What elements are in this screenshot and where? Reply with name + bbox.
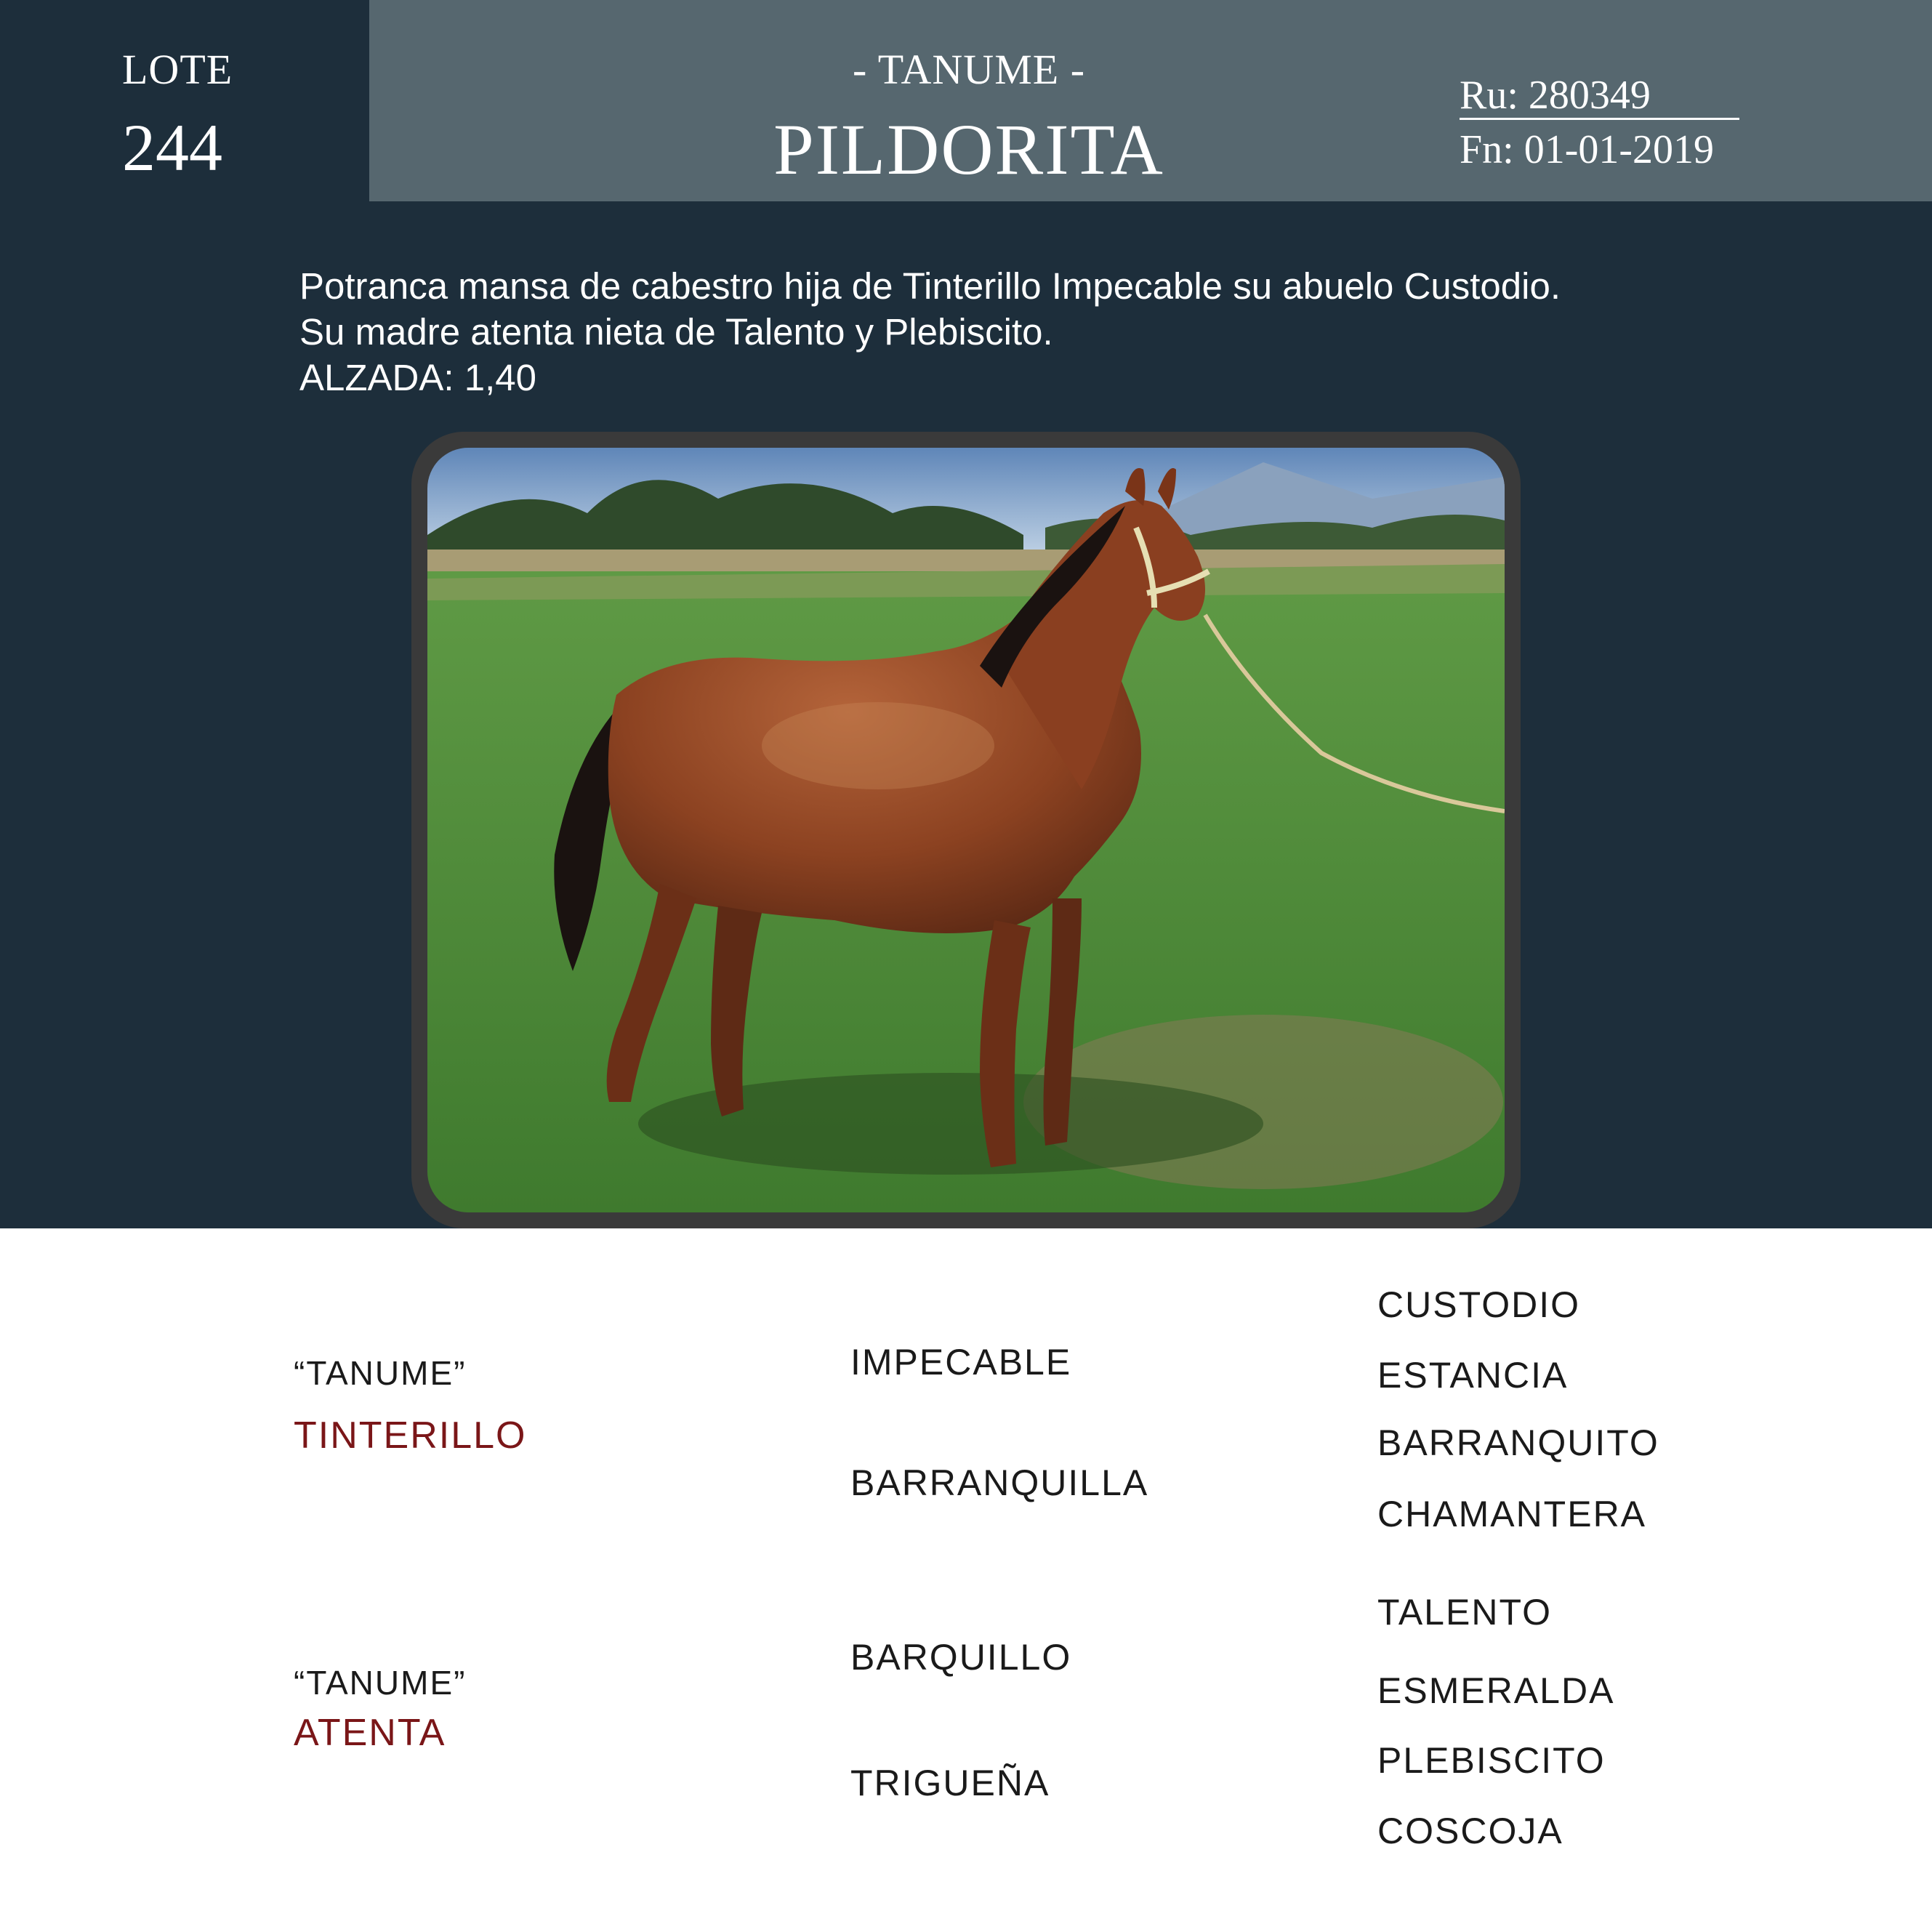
- grandparent-dam-sire: BARQUILLO: [850, 1637, 1072, 1678]
- great-grandparent: BARRANQUITO: [1377, 1422, 1659, 1463]
- description-line: Potranca mansa de cabestro hija de Tinterillo Impecable su abuelo Custodio.: [299, 265, 1561, 307]
- great-grandparent: CHAMANTERA: [1377, 1494, 1647, 1534]
- horse-photo: [427, 448, 1505, 1212]
- sire-prefix: “TANUME”: [294, 1354, 467, 1392]
- great-grandparent: COSCOJA: [1377, 1811, 1563, 1851]
- grandparent-dam-dam: TRIGUEÑA: [850, 1763, 1050, 1803]
- description: [299, 263, 1561, 401]
- height-line: ALZADA: 1,40: [299, 357, 536, 398]
- photo-frame: [411, 432, 1521, 1228]
- dam-name: ATENTA: [294, 1712, 446, 1754]
- title-band: [369, 0, 1932, 201]
- lot-number: 244: [122, 110, 222, 185]
- great-grandparent: ESTANCIA: [1377, 1355, 1569, 1396]
- dam-prefix: “TANUME”: [294, 1664, 467, 1702]
- registration-number: Ru: 280349: [1460, 73, 1739, 120]
- great-grandparent: TALENTO: [1377, 1592, 1552, 1633]
- great-grandparent: ESMERALDA: [1377, 1670, 1615, 1711]
- horse-name: PILDORITA: [773, 109, 1164, 190]
- birth-date: Fn: 01-01-2019: [1460, 127, 1714, 172]
- description-line: Su madre atenta nieta de Talento y Plebiscito.: [299, 311, 1053, 353]
- lot-box: [0, 0, 369, 201]
- great-grandparent: PLEBISCITO: [1377, 1740, 1606, 1781]
- great-grandparent: CUSTODIO: [1377, 1284, 1580, 1325]
- breeder-name: - TANUME -: [852, 46, 1086, 93]
- grandparent-sire-dam: BARRANQUILLA: [850, 1462, 1149, 1503]
- grandparent-sire-sire: IMPECABLE: [850, 1342, 1072, 1382]
- sire-name: TINTERILLO: [294, 1414, 527, 1457]
- lot-label: LOTE: [122, 46, 233, 93]
